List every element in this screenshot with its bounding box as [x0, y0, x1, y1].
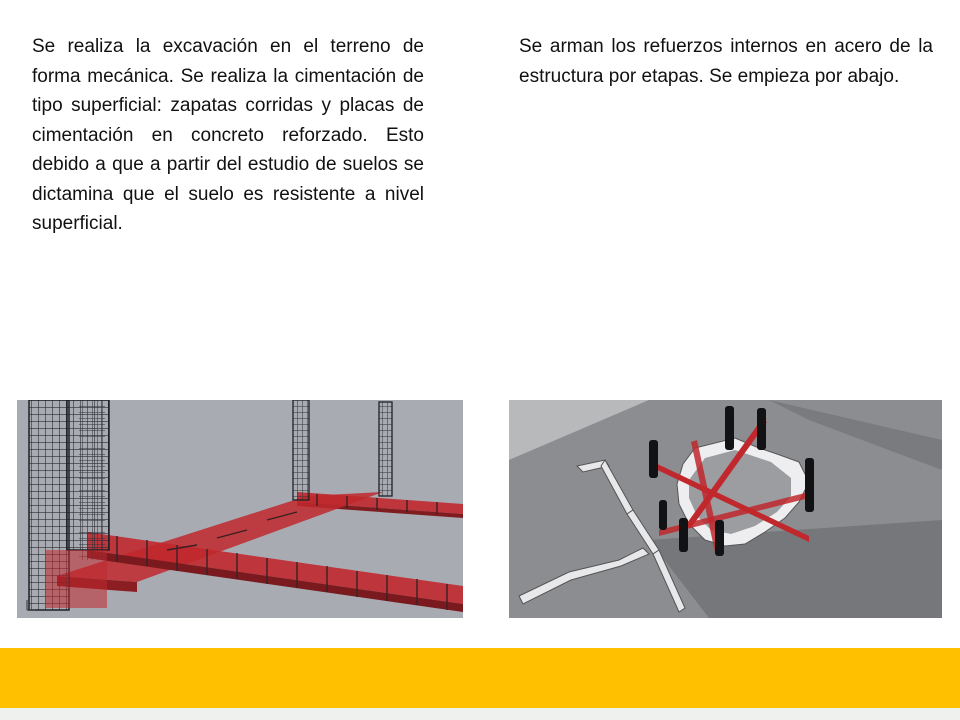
right-description-text: Se arman los refuerzos internos en acero de la estructura por etapas. Se empieza por abajo.	[519, 36, 933, 87]
rebar-closeup-drawing	[17, 400, 463, 618]
left-column-cages	[29, 400, 109, 610]
foundation-plan-drawing	[509, 400, 942, 618]
far-column-cages	[293, 400, 392, 500]
footer-strip	[0, 708, 960, 720]
left-description-text: Se realiza la excavación en el terreno de forma mecánica. Se realiza la cimentación de tipo superficial: zapatas corridas y placas de cimentación en concreto reforzado. Esto debido a que a partir del estudio de suelos se dictamina que el suelo es resistente a nivel superficial.	[32, 36, 424, 234]
footer-accent-band	[0, 648, 960, 708]
rebar-closeup-render	[17, 400, 463, 618]
foundation-plan-render	[509, 400, 942, 618]
